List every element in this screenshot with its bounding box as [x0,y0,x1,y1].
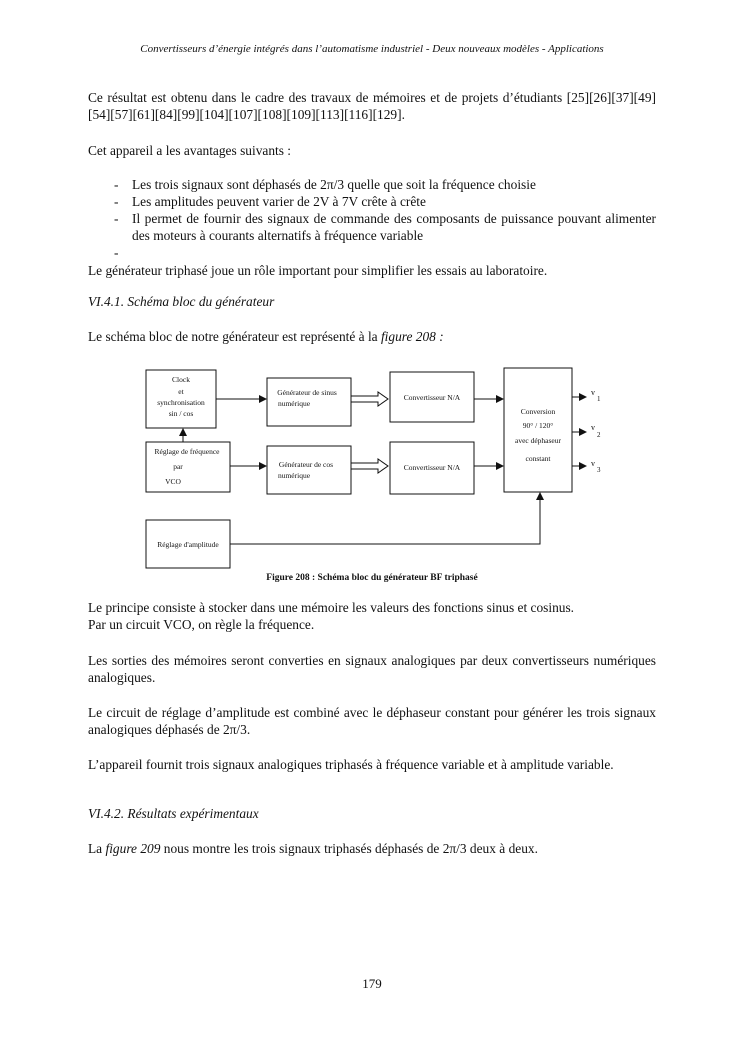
converter-2-block [390,442,474,494]
paragraph-figure-209 [88,840,656,857]
conversion-label-1: Conversion [520,407,556,416]
gen-sin-label-2: numérique [277,399,311,408]
list-item: - Il permet de fournir des signaux de commande des composants de puissance pouvant alimenter des moteurs à courants alternatifs à fréquence variable [114,211,656,243]
principle-line-1: Le principe consiste à stocker dans une mémoire les valeurs des fonctions sinus et cosinus. [88,600,575,615]
converter-1-block [390,372,474,422]
clock-label-4: sin / cos [168,409,194,418]
section-heading-results: VI.4.2. Résultats expérimentaux [88,806,259,821]
clock-sync-block [146,370,216,428]
cosine-generator-block [267,446,351,494]
converter-1-label: Convertisseur N/A [403,393,461,402]
output-v3-subscript: 3 [597,466,601,474]
list-item-text: Les trois signaux sont déphasés de 2π/3 quelle que soit la fréquence choisie [132,177,536,192]
conversion-label-2: 90° / 120° [522,421,554,430]
freq-label-2: par [173,462,183,471]
paragraph-figure-ref [88,328,656,345]
fig209-text-pre: La [88,841,106,856]
conversion-label-4: constant [525,454,551,463]
freq-label-1: Réglage de fréquence [154,447,220,456]
paragraph-generator-role: Le générateur triphasé joue un rôle important pour simplifier les essais au laboratoire. [88,263,548,278]
gen-cos-label-1: Générateur de cos [278,460,334,469]
list-item-text: Les amplitudes peuvent varier de 2V à 7V crête à crête [132,194,426,209]
freq-label-3: VCO [165,477,181,486]
running-header: Convertisseurs d’énergie intégrés dans l’automatisme industriel - Deux nouveaux modèles - Applications [140,43,604,55]
conversion-label-3: avec déphaseur [514,436,562,445]
amplitude-block [146,520,230,568]
amplitude-label: Réglage d'amplitude [157,540,219,549]
figure-ref-link: figure 208 : [380,329,444,344]
paragraph-principle [88,599,656,633]
phase-conversion-block [504,368,572,492]
section-heading-block-diagram: VI.4.1. Schéma bloc du générateur [88,294,275,309]
list-item: - Les amplitudes peuvent varier de 2V à 7V crête à crête [114,194,426,209]
clock-label-2: et [178,387,184,396]
sine-generator-block [267,378,351,426]
figure-caption: Figure 208 : Schéma bloc du générateur BF triphasé [266,573,478,583]
advantages-list: - Les trois signaux sont déphasés de 2π/3 quelle que soit la fréquence choisie - Les amplitudes peuvent varier de 2V à 7V crête à crête - Il permet de fournir des signaux de commande des composants de puissance pouvant alimenter des moteurs à courants alternatifs à fréquence variable - [88,176,656,244]
figure-ref-text: Le schéma bloc de notre générateur est représenté à la [88,329,381,344]
output-v2-subscript: 2 [597,431,601,439]
figure-209-ref: figure 209 [105,841,161,856]
paragraph-three-signals: L’appareil fournit trois signaux analogiques triphasés à fréquence variable et à amplitude variable. [88,757,614,772]
page-number: 179 [362,976,382,991]
fig209-text-post: nous montre les trois signaux triphasés déphasés de 2π/3 deux à deux. [160,841,538,856]
paragraph-advantages-intro: Cet appareil a les avantages suivants : [88,143,292,158]
clock-label-1: Clock [172,375,190,384]
converter-2-label: Convertisseur N/A [403,463,461,472]
paragraph-outputs: Les sorties des mémoires seront converties en signaux analogiques par deux convertisseurs numériques analogiques. [88,653,656,685]
paragraph-intro: Ce résultat est obtenu dans le cadre des travaux de mémoires et de projets d’étudiants [25][26][37][49][54][57][61][84][99][104][107][108][109][113][116][129]. [88,90,656,122]
list-item-text: Il permet de fournir des signaux de commande des composants de puissance pouvant alimenter des moteurs à courants alternatifs à fréquence variable [132,211,656,243]
output-v1-subscript: 1 [597,395,601,403]
output-v2-label: v [591,423,595,432]
gen-cos-label-2: numérique [277,471,311,480]
principle-line-2: Par un circuit VCO, on règle la fréquence. [88,617,315,632]
output-v1-label: v [591,388,595,397]
clock-label-3: synchronisation [157,398,205,407]
list-item: - Les trois signaux sont déphasés de 2π/3 quelle que soit la fréquence choisie [114,177,536,192]
frequency-vco-block [146,442,230,492]
gen-sin-label-1: Générateur de sinus [277,388,337,397]
paragraph-amplitude: Le circuit de réglage d’amplitude est combiné avec le déphaseur constant pour générer les trois signaux analogiques déphasés de 2π/3. [88,705,656,737]
output-v3-label: v [591,459,595,468]
